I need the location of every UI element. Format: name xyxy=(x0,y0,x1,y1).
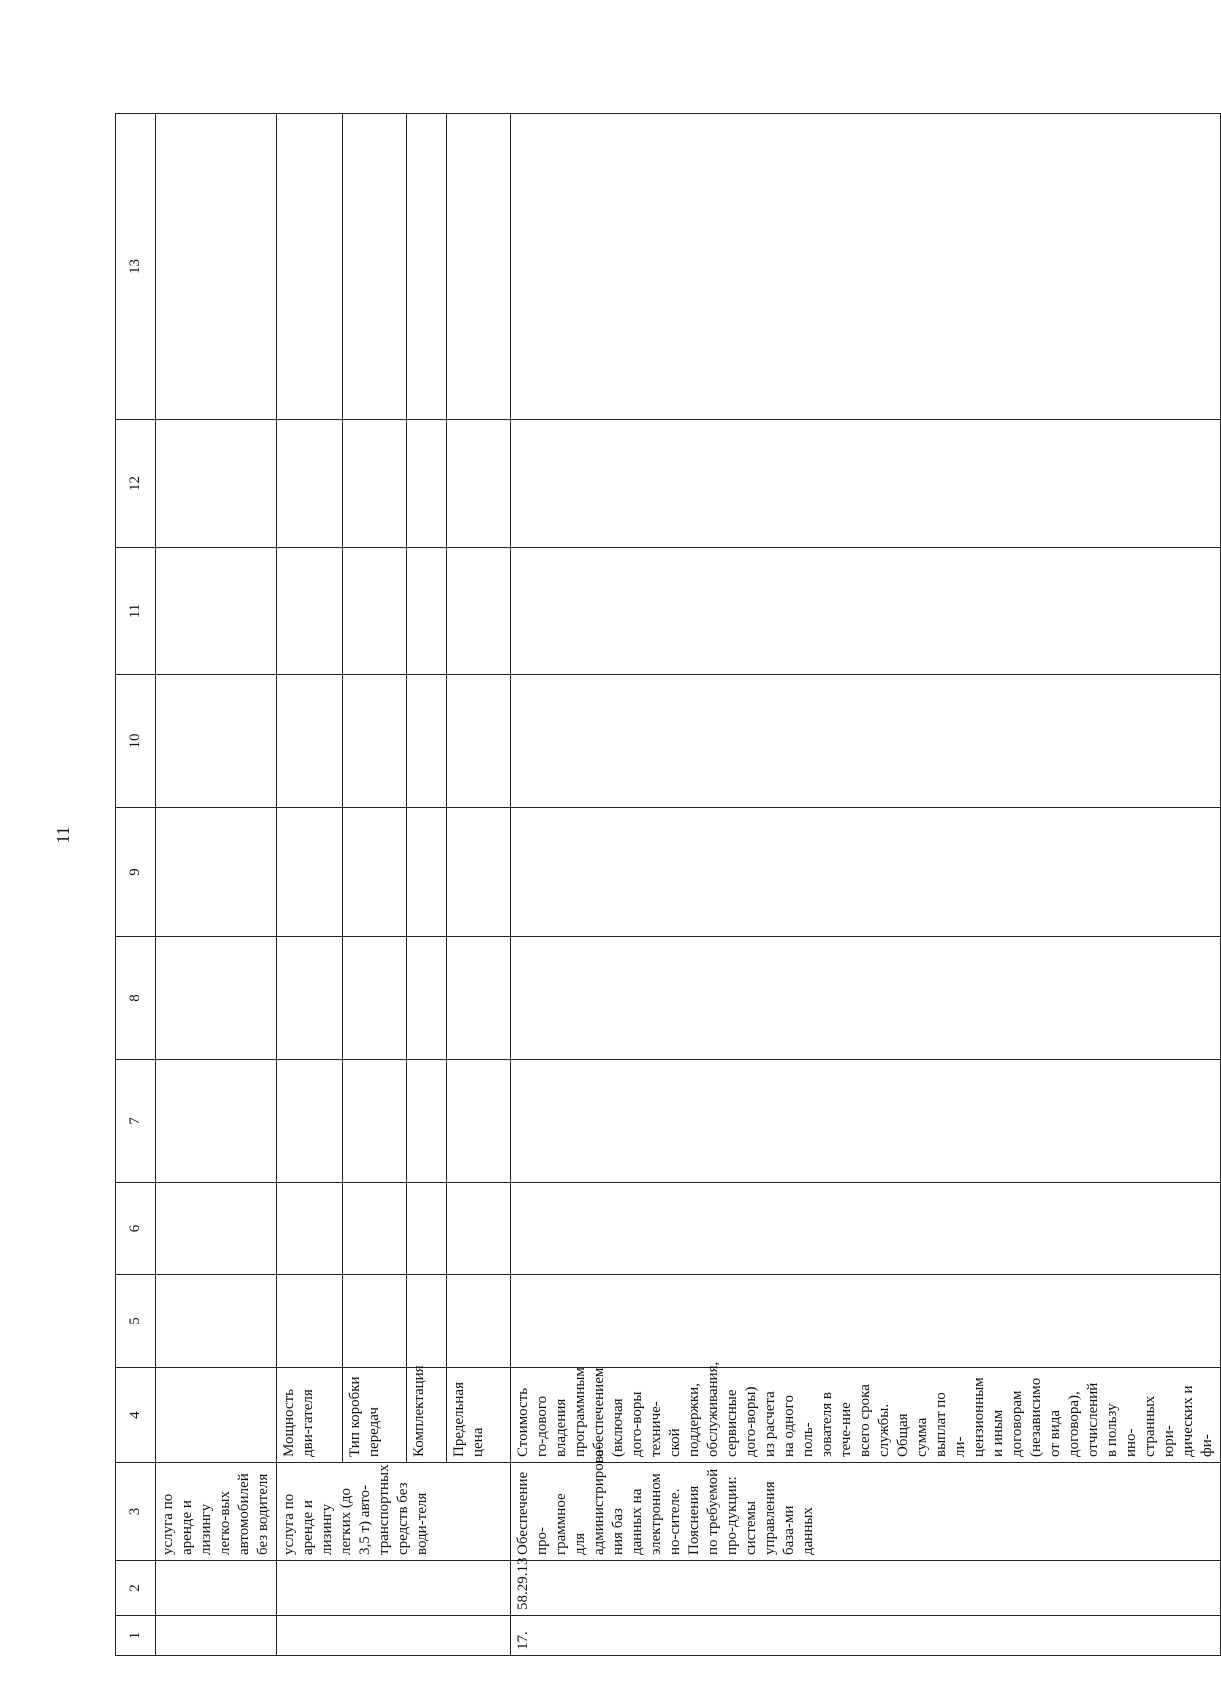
table-row xyxy=(343,114,407,1656)
header-col-1: 1 xyxy=(116,1616,156,1656)
header-col-10: 10 xyxy=(116,675,156,808)
header-col-2: 2 xyxy=(116,1561,156,1616)
specification-table xyxy=(115,113,1221,1656)
header-col-5: 5 xyxy=(116,1275,156,1368)
header-col-3: 3 xyxy=(116,1463,156,1561)
header-col-4: 4 xyxy=(116,1368,156,1463)
header-col-11: 11 xyxy=(116,548,156,675)
cell-1 xyxy=(156,1616,277,1656)
header-col-13: 13 xyxy=(116,114,156,420)
cell-okpd-code: 58.29.13 xyxy=(511,1561,1221,1616)
cell-characteristic: Тип коробки передач xyxy=(343,1368,407,1463)
table-row xyxy=(277,114,343,1656)
cell-1 xyxy=(277,1616,511,1656)
cell-characteristic xyxy=(156,1368,277,1463)
page-number: 11 xyxy=(53,826,73,844)
cell-characteristic: Комплектация xyxy=(407,1368,447,1463)
cell-characteristic: Мощность дви-гателя xyxy=(277,1368,343,1463)
cell-row-number: 17. xyxy=(511,1616,1221,1656)
cell-2 xyxy=(156,1561,277,1616)
header-col-9: 9 xyxy=(116,808,156,937)
header-col-8: 8 xyxy=(116,937,156,1060)
table-row xyxy=(447,114,511,1656)
header-col-7: 7 xyxy=(116,1060,156,1183)
cell-characteristic: Стоимость го-дового владения программным обеспечением (включая дого-воры техниче-ской поддержки, обслуживания, сервисные дого-воры) из расчета на одного поль-зователя в тече-ние всего срока службы. Общая сумма выплат по ли-цензионным и иным договорам (независимо от вида договора), отчислений в пользу ино-странных юри-дических и фи- xyxy=(511,1368,1221,1463)
cell-2 xyxy=(277,1561,511,1616)
table-row xyxy=(511,114,1221,1656)
header-col-6: 6 xyxy=(116,1183,156,1275)
rotated-table-stage xyxy=(115,114,1215,1656)
cell-characteristic: Предельная цена xyxy=(447,1368,511,1463)
header-col-12: 12 xyxy=(116,420,156,548)
header-row xyxy=(116,114,156,1656)
cell-service-name: услуга по аренде и лизингу легких (до 3,5 т) авто-транспортных средств без води-теля xyxy=(277,1463,511,1561)
cell-service-name: Обеспечение про-граммное для администрирова-ния баз данных на электронном но-сителе. Пояснения по требуемой про-дукции: системы управления база-ми данных xyxy=(511,1463,1221,1561)
cell-service-name: услуга по аренде и лизингу легко-вых автомобилей без водителя xyxy=(156,1463,277,1561)
table-row xyxy=(156,114,277,1656)
table-row xyxy=(407,114,447,1656)
